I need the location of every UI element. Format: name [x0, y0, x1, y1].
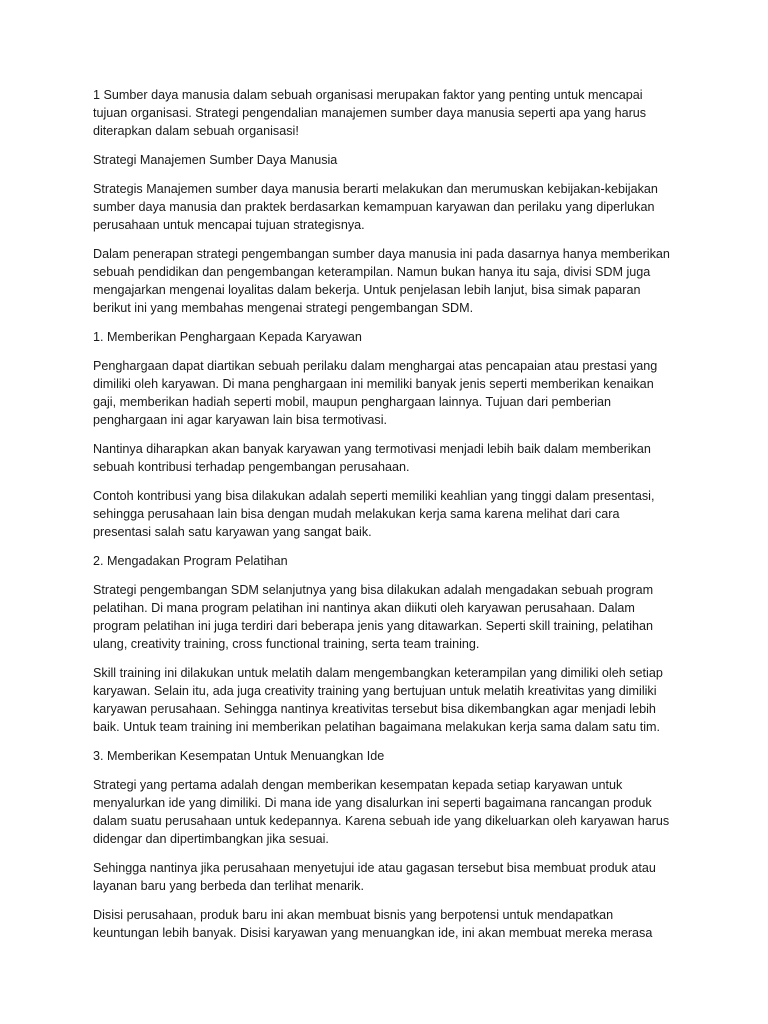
body-paragraph: Strategi pengembangan SDM selanjutnya yang bisa dilakukan adalah mengadakan sebuah program pelatihan. Di mana program pelatihan ini nantinya akan diikuti oleh karyawan perusahaan. Dalam program pelatihan ini juga terdiri dari beberapa jenis yang ditawarkan. Seperti skill training, pelatihan ulang, creativity training, cross functional training, serta team training. [93, 583, 654, 651]
body-paragraph: Strategis Manajemen sumber daya manusia berarti melakukan dan merumuskan kebijakan-kebijakan sumber daya manusia dan praktek berdasarkan kemampuan karyawan dan perilaku yang diperlukan perusahaan untuk mencapai tujuan strategisnya. [93, 182, 658, 232]
section-heading: Strategi Manajemen Sumber Daya Manusia [93, 153, 338, 167]
body-paragraph: Skill training ini dilakukan untuk melatih dalam mengembangkan keterampilan yang dimiliki oleh setiap karyawan. Selain itu, ada juga creativity training yang bertujuan untuk melatih kreativitas yang dimiliki karyawan perusahaan. Sehingga nantinya kreativitas tersebut bisa dikembangkan agar menjadi lebih baik. Untuk team training ini memberikan pelatihan bagaimana melakukan kerja sama dalam satu tim. [93, 666, 663, 734]
intro-question: 1 Sumber daya manusia dalam sebuah organisasi merupakan faktor yang penting untuk mencapai tujuan organisasi. Strategi pengendalian manajemen sumber daya manusia seperti apa yang harus diterapkan dalam sebuah organisasi! [93, 88, 647, 138]
subheading-3: 3. Memberikan Kesempatan Untuk Menuangkan Ide [93, 749, 385, 763]
body-paragraph: Penghargaan dapat diartikan sebuah perilaku dalam menghargai atas pencapaian atau prestasi yang dimiliki oleh karyawan. Di mana penghargaan ini memiliki banyak jenis seperti memberikan kenaikan gaji, memberikan hadiah seperti mobil, maupun penghargaan lainnya. Tujuan dari pemberian penghargaan ini agar karyawan lain bisa termotivasi. [93, 359, 658, 427]
body-paragraph: Disisi perusahaan, produk baru ini akan membuat bisnis yang berpotensi untuk mendapatkan keuntungan lebih banyak. Disisi karyawan yang menuangkan ide, ini akan membuat mereka merasa [93, 908, 653, 940]
subheading-1: 1. Memberikan Penghargaan Kepada Karyawan [93, 330, 362, 344]
body-paragraph: Strategi yang pertama adalah dengan memberikan kesempatan kepada setiap karyawan untuk menyalurkan ide yang dimiliki. Di mana ide yang disalurkan ini seperti bagaimana rancangan produk dalam suatu perusahaan untuk kedepannya. Karena sebuah ide yang dikeluarkan oleh karyawan harus didengar dan dipertimbangkan jika sesuai. [93, 778, 670, 846]
body-paragraph: Nantinya diharapkan akan banyak karyawan yang termotivasi menjadi lebih baik dalam memberikan sebuah kontribusi terhadap pengembangan perusahaan. [93, 442, 651, 474]
body-paragraph: Contoh kontribusi yang bisa dilakukan adalah seperti memiliki keahlian yang tinggi dalam presentasi, sehingga perusahaan lain bisa dengan mudah melakukan kerja sama karena melihat dari cara presentasi salah satu karyawan yang sangat baik. [93, 489, 655, 539]
document-page [93, 86, 678, 953]
body-paragraph: Dalam penerapan strategi pengembangan sumber daya manusia ini pada dasarnya hanya memberikan sebuah pendidikan dan pengembangan keterampilan. Namun bukan hanya itu saja, divisi SDM juga mengajarkan mengenai loyalitas dalam bekerja. Untuk penjelasan lebih lanjut, bisa simak paparan berikut ini yang membahas mengenai strategi pengembangan SDM. [93, 247, 670, 315]
subheading-2: 2. Mengadakan Program Pelatihan [93, 554, 288, 568]
body-paragraph: Sehingga nantinya jika perusahaan menyetujui ide atau gagasan tersebut bisa membuat produk atau layanan baru yang berbeda dan terlihat menarik. [93, 861, 656, 893]
